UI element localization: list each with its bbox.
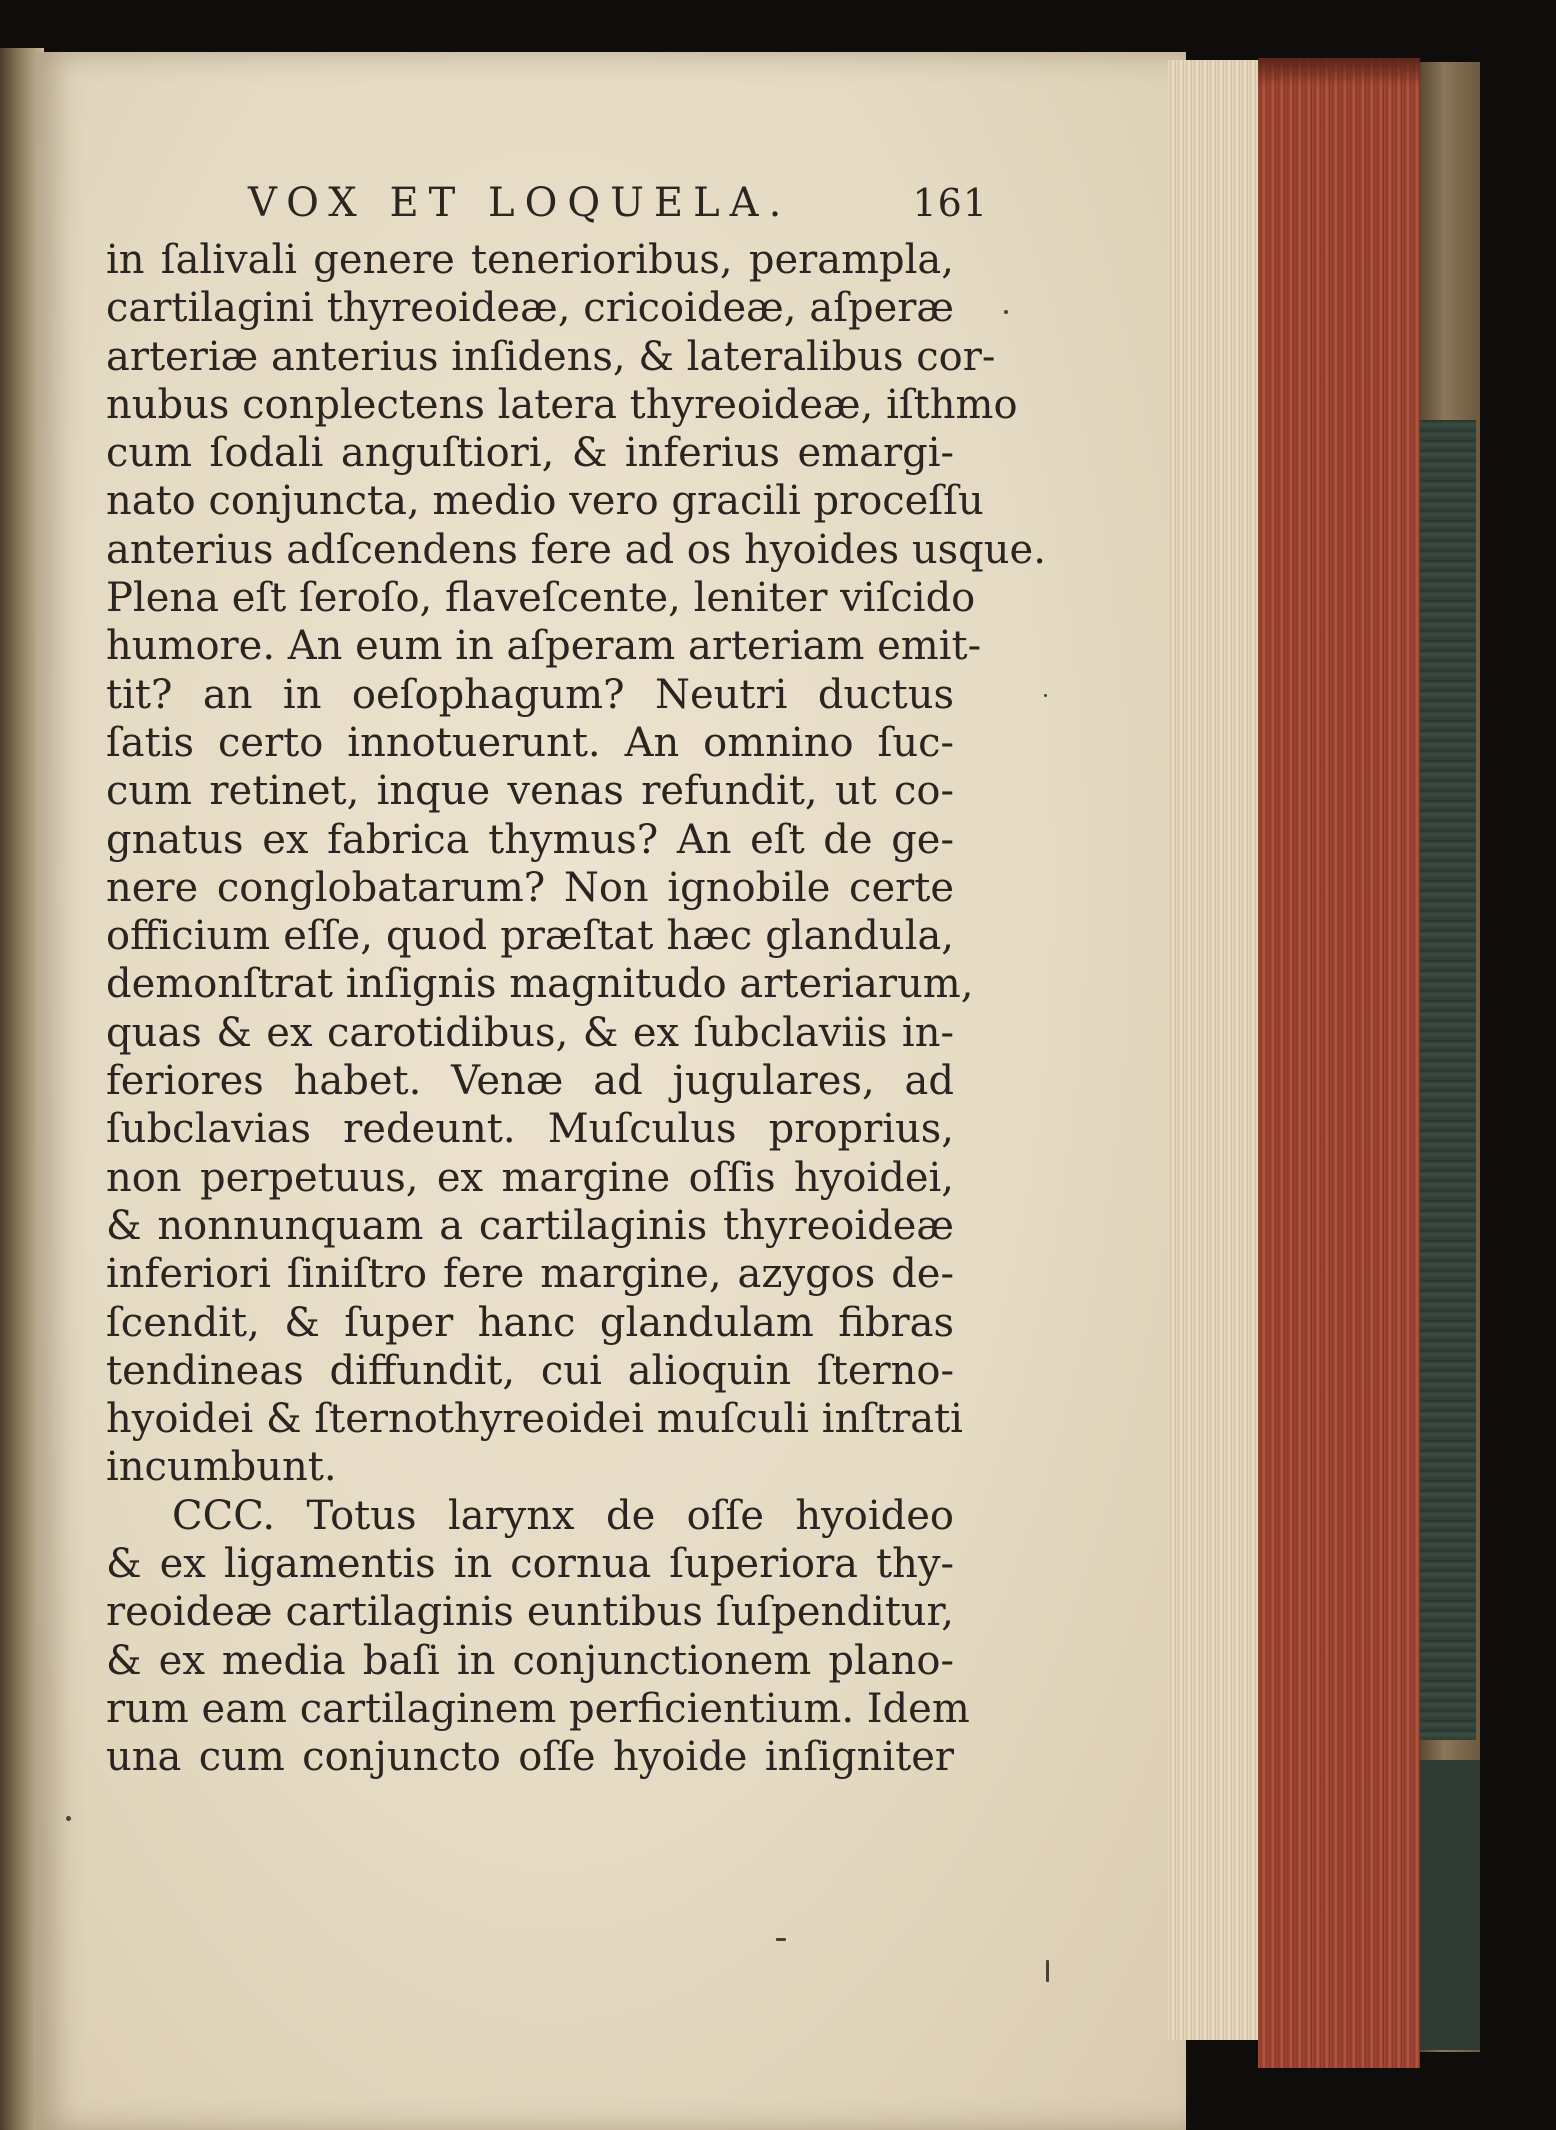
- running-head: [248, 180, 988, 240]
- text-line: nubus conplectens latera thyreoideæ, iſthmo: [106, 381, 1018, 428]
- text-line: inferiori ſiniſtro fere margine, azygos de-: [106, 1251, 954, 1298]
- text-line: rum eam cartilaginem perficientium. Idem: [106, 1685, 970, 1732]
- text-line: ſatis certo innotuerunt. An omnino ſuc-: [106, 719, 954, 766]
- red-page-edges: [1258, 58, 1420, 2068]
- paragraph-start-line: CCC. Totus larynx de oſſe hyoideo: [172, 1492, 954, 1539]
- text-line: non perpetuus, ex margine oſſis hyoidei,: [106, 1154, 954, 1201]
- text-line: humore. An eum in aſperam arteriam emit-: [106, 623, 982, 670]
- page-number: 161: [912, 181, 988, 225]
- text-line: ſcendit, & ſuper hanc glandulam fibras: [106, 1299, 954, 1346]
- text-line: & ex ligamentis in cornua ſuperiora thy-: [106, 1541, 954, 1588]
- text-line: feriores habet. Venæ ad jugulares, ad: [106, 1058, 954, 1105]
- text-line: reoideæ cartilaginis euntibus ſuſpenditur,: [106, 1589, 954, 1636]
- text-line: una cum conjuncto oſſe hyoide inſigniter: [106, 1734, 954, 1781]
- text-line: cum ſodali anguſtiori, & inferius emargi-: [106, 430, 954, 477]
- text-line: demonſtrat inſignis magnitudo arteriarum,: [106, 961, 974, 1008]
- body-text: [106, 236, 1046, 1782]
- text-line: & ex media baſi in conjunctionem plano-: [106, 1637, 954, 1684]
- cover-corner: [1420, 1760, 1480, 2050]
- text-line: nere conglobatarum? Non ignobile certe: [106, 864, 954, 911]
- text-line: Plena eſt ſeroſo, flaveſcente, leniter viſcido: [106, 575, 976, 622]
- marbled-cover: [1420, 420, 1476, 1740]
- text-line: in ſalivali genere tenerioribus, perampla,: [106, 237, 954, 283]
- text-line: tit? an in oeſophagum? Neutri ductus: [106, 671, 954, 718]
- text-line: & nonnunquam a cartilaginis thyreoideæ: [106, 1202, 954, 1249]
- text-line: cum retinet, inque venas refundit, ut co-: [106, 768, 954, 815]
- text-line: ſubclavias redeunt. Muſculus proprius,: [106, 1106, 954, 1153]
- text-line: arteriæ anterius inſidens, & lateralibus cor-: [106, 333, 996, 380]
- text-line: quas & ex carotidibus, & ex ſubclaviis in-: [106, 1009, 954, 1056]
- running-head-title: VOX ET LOQUELA.: [248, 180, 792, 226]
- page-edges: [1168, 60, 1258, 2040]
- text-line: gnatus ex fabrica thymus? An eſt de ge-: [106, 816, 954, 863]
- text-line: anterius adſcendens fere ad os hyoides usque.: [106, 526, 1046, 573]
- text-line: tendineas diffundit, cui alioquin ſterno-: [106, 1347, 954, 1394]
- text-line: cartilagini thyreoideæ, cricoideæ, aſperæ: [106, 285, 954, 332]
- red-edge-shadow: [1258, 58, 1420, 86]
- text-line: nato conjuncta, medio vero gracili proceſſu: [106, 478, 984, 525]
- text-line: officium eſſe, quod præſtat hæc glandula,: [106, 913, 954, 960]
- text-line: hyoidei & ſternothyreoidei muſculi inſtrati: [106, 1396, 963, 1443]
- text-line: incumbunt.: [106, 1444, 337, 1491]
